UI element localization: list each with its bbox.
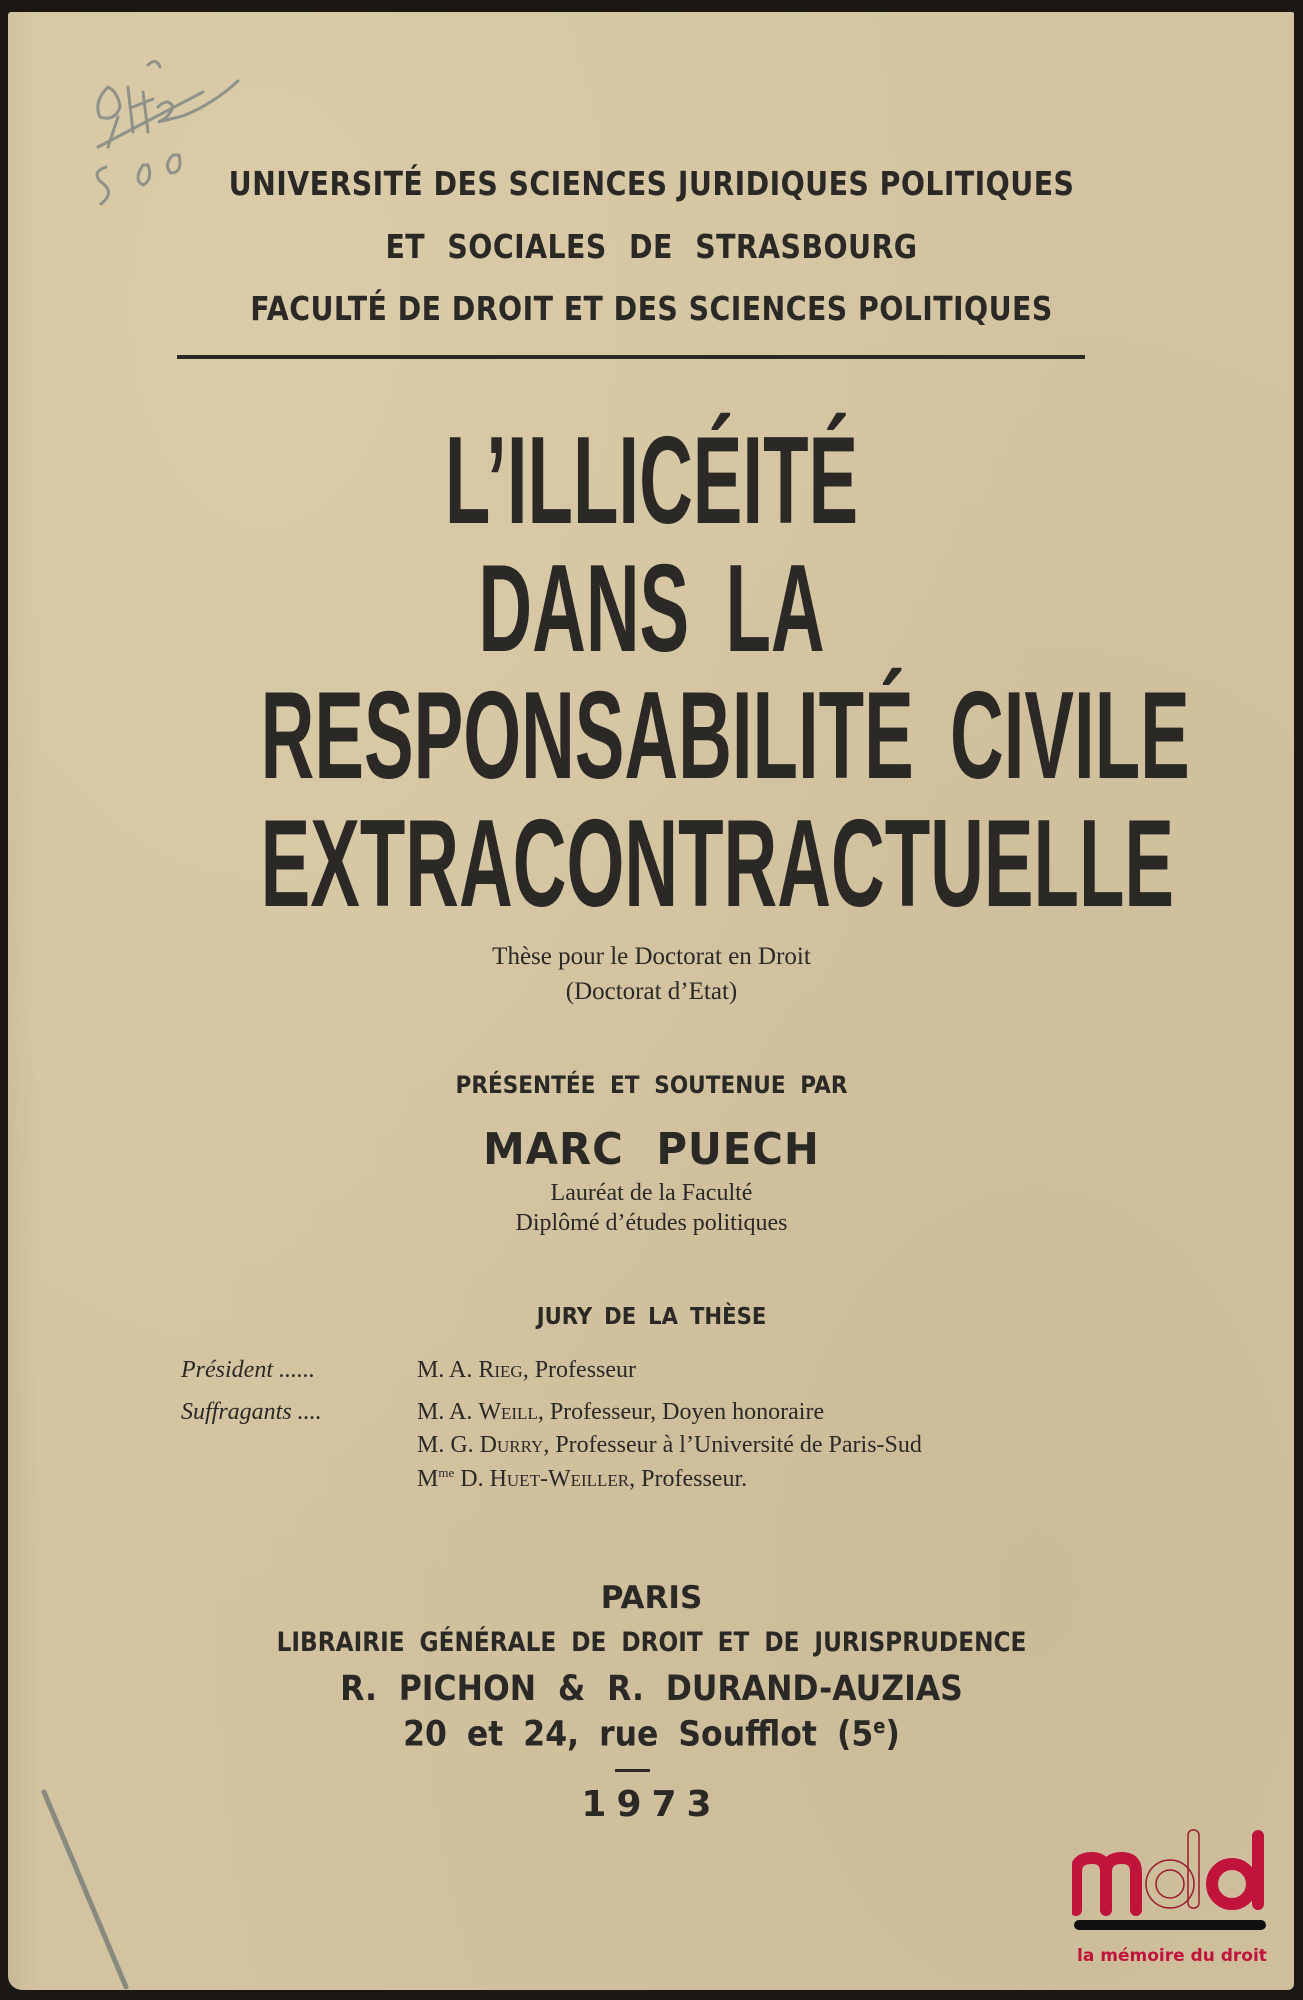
member-title: , Professeur, Doyen honoraire bbox=[537, 1399, 825, 1425]
member-name: Weill bbox=[478, 1399, 538, 1425]
member-initials: M. A. bbox=[417, 1399, 479, 1425]
address-sup: e bbox=[873, 1714, 886, 1738]
jury-president-value bbox=[417, 1357, 636, 1384]
address-end: ) bbox=[885, 1714, 900, 1755]
publisher-name: LIBRAIRIE GÉNÉRALE DE DROIT ET DE JURISPRUDENCE bbox=[276, 1627, 1027, 1658]
jury-member bbox=[417, 1399, 824, 1426]
university-name-line1: UNIVERSITÉ DES SCIENCES JURIDIQUES POLITIQUES bbox=[228, 164, 1075, 203]
presented-by-label: PRÉSENTÉE ET SOUTENUE PAR bbox=[455, 1071, 848, 1099]
publication-year: 1973 bbox=[581, 1784, 722, 1825]
publisher-city: PARIS bbox=[600, 1580, 703, 1616]
member-title: , Professeur à l’Université de Paris-Sud bbox=[543, 1432, 922, 1458]
member-name: Huet-Weiller bbox=[489, 1466, 630, 1492]
jury-heading: JURY DE LA THÈSE bbox=[536, 1304, 767, 1330]
president-name: Rieg bbox=[478, 1357, 523, 1383]
publisher-address bbox=[65, 1714, 1238, 1755]
title-line3: RESPONSABILITÉ CIVILE bbox=[260, 667, 1190, 805]
thesis-type: Thèse pour le Doctorat en Droit bbox=[492, 943, 811, 970]
title-line2: DANS LA bbox=[478, 540, 825, 678]
jury-president-label: Président ...... bbox=[181, 1357, 315, 1383]
title-line1: L’ILLICÉITÉ bbox=[444, 412, 859, 550]
member-title: , Professeur. bbox=[629, 1466, 748, 1492]
president-initials: M. A. bbox=[417, 1357, 479, 1383]
author-name: MARC PUECH bbox=[483, 1124, 820, 1175]
title-line4: EXTRACONTRACTUELLE bbox=[260, 795, 1175, 933]
logo-tagline: la mémoire du droit bbox=[1077, 1946, 1267, 1966]
year-separator bbox=[615, 1769, 650, 1772]
mdd-logo-icon bbox=[1072, 1828, 1272, 1940]
faculty-name: FACULTÉ DE DROIT ET DES SCIENCES POLITIQUES bbox=[250, 289, 1053, 328]
member-honorific: M bbox=[417, 1466, 439, 1492]
mdd-logo bbox=[1072, 1828, 1272, 1968]
member-honorific-sup: me bbox=[438, 1465, 455, 1480]
member-initials: D. bbox=[460, 1466, 490, 1492]
publisher-owners: R. PICHON & R. DURAND-AUZIAS bbox=[340, 1669, 963, 1709]
jury-member bbox=[417, 1465, 747, 1493]
jury-member bbox=[417, 1432, 922, 1459]
address-text: 20 et 24, rue Soufflot (5 bbox=[403, 1714, 874, 1755]
university-name-line2: ET SOCIALES DE STRASBOURG bbox=[385, 227, 918, 266]
member-initials: M. G. bbox=[417, 1432, 480, 1458]
author-affiliation-1: Lauréat de la Faculté bbox=[550, 1180, 753, 1206]
president-title: , Professeur bbox=[522, 1357, 637, 1383]
author-affiliation-2: Diplômé d’études politiques bbox=[515, 1210, 788, 1236]
member-name: Durry bbox=[479, 1432, 544, 1458]
header-divider bbox=[177, 355, 1085, 359]
thesis-degree: (Doctorat d’Etat) bbox=[565, 978, 738, 1005]
jury-suffragants-label: Suffragants .... bbox=[181, 1399, 322, 1425]
